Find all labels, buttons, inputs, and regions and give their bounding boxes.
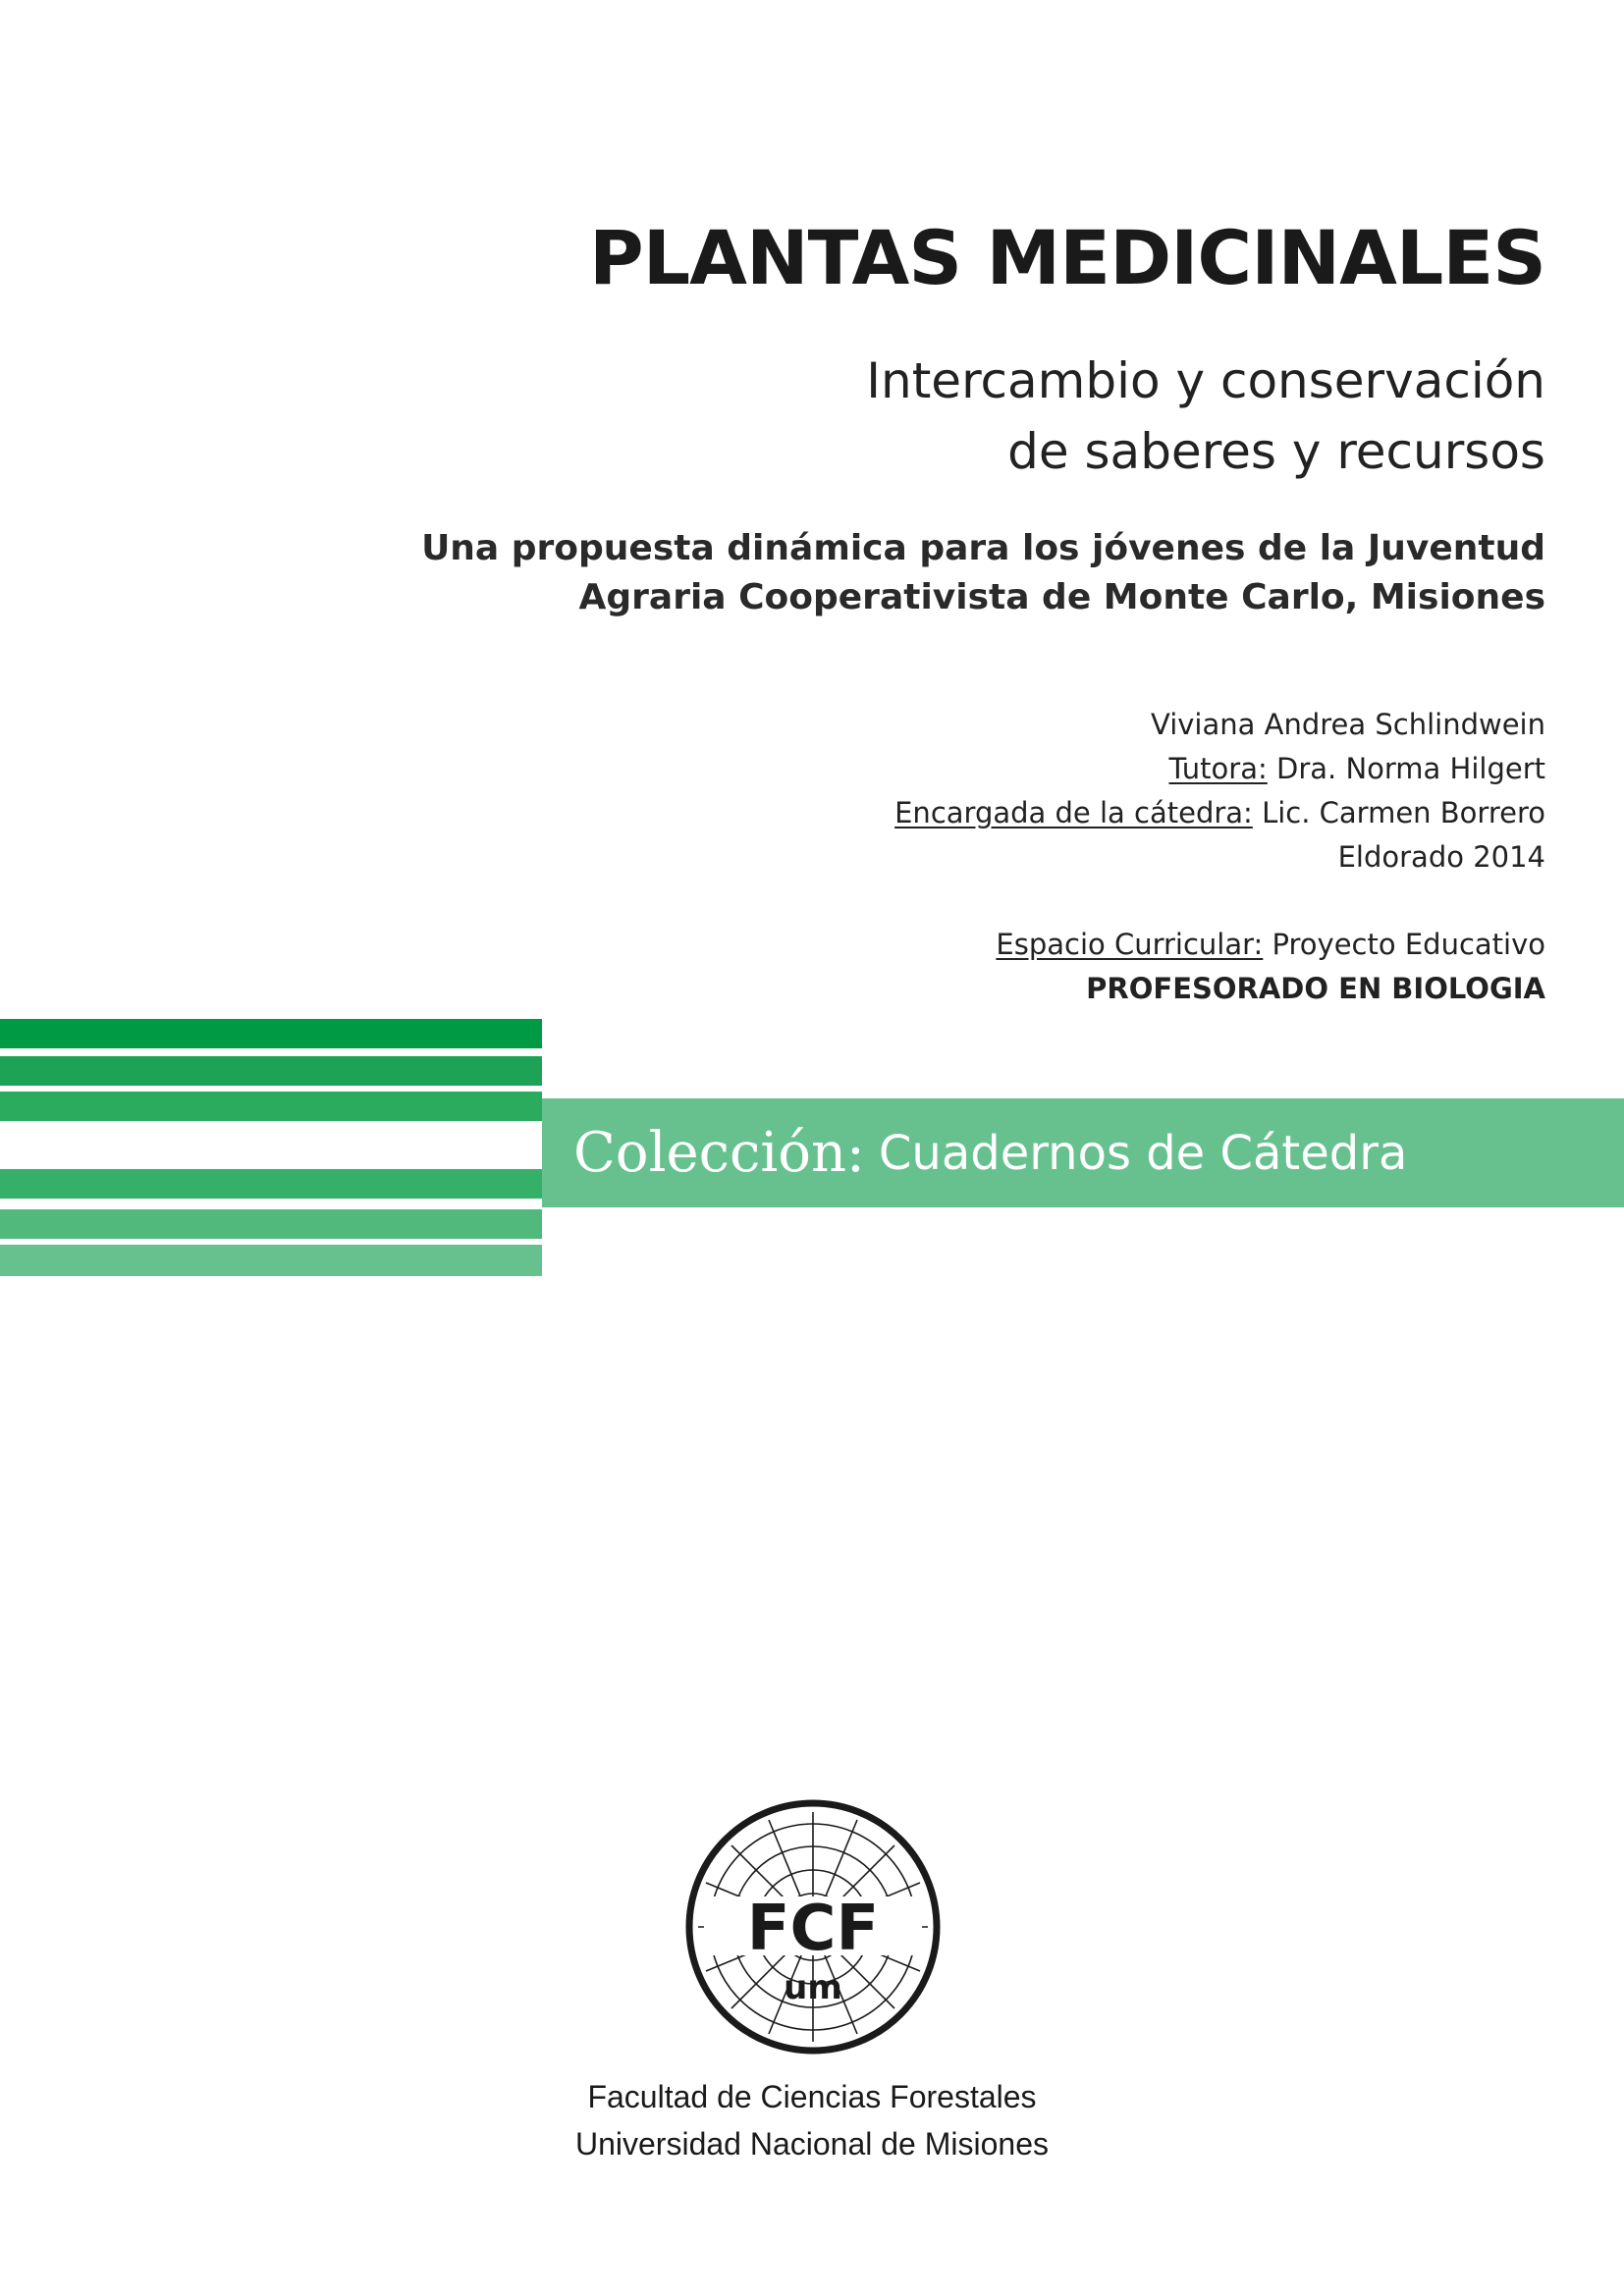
description-line-1: Una propuesta dinámica para los jóvenes de la Juventud [421,528,1545,568]
logo-sub: um [784,1968,842,2007]
tutor-name: Dra. Norma Hilgert [1275,752,1545,785]
stripe-6 [0,1245,542,1276]
curricular-info [996,923,1545,1011]
curricular-value: Proyecto Educativo [1272,928,1545,961]
faculty-name: Facultad de Ciencias Forestales [587,2079,1037,2114]
subtitle-line-2: de saberes y recursos [1007,423,1545,480]
description [421,524,1545,622]
logo-letters: FCF [746,1893,880,1965]
curricular-line [996,923,1545,967]
tutor-line [894,747,1545,791]
credits [894,703,1545,880]
collection-name: Cuadernos de Cátedra [878,1125,1408,1181]
author-name: Viviana Andrea Schlindwein [1151,708,1545,741]
fcf-logo-icon [684,1798,942,2056]
chair-name: Lic. Carmen Borrero [1262,796,1545,829]
stripe-4 [0,1169,542,1199]
chair-line [894,791,1545,835]
stripe-2 [0,1056,542,1086]
university-name: Universidad Nacional de Misiones [574,2126,1049,2162]
chair-label: Encargada de la cátedra: [894,796,1253,829]
place-year: Eldorado 2014 [1337,840,1545,874]
stripe-3 [0,1092,542,1121]
stripe-1 [0,1019,542,1048]
subtitle [866,346,1545,487]
curricular-label: Espacio Curricular: [996,928,1264,961]
footer [0,2073,1624,2167]
page-title: PLANTAS MEDICINALES [589,214,1545,301]
collection-band [542,1098,1624,1207]
tutor-label: Tutora: [1168,752,1268,785]
program-name: PROFESORADO EN BIOLOGIA [1086,972,1545,1005]
description-line-2: Agraria Cooperativista de Monte Carlo, Misiones [578,577,1545,617]
stripe-5 [0,1209,542,1239]
subtitle-line-1: Intercambio y conservación [866,352,1545,409]
collection-label: Colección: [573,1121,865,1185]
